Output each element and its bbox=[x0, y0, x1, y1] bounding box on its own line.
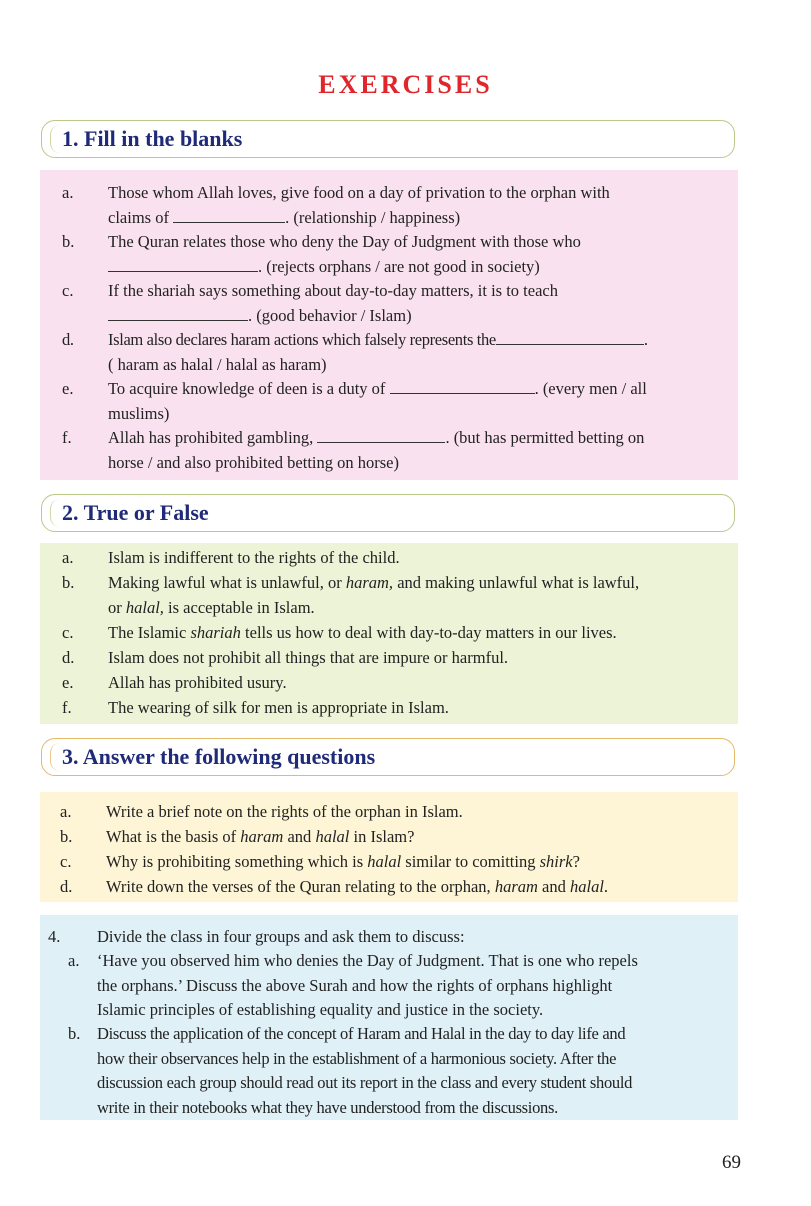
page-title: EXERCISES bbox=[318, 70, 493, 99]
section-header-true-false bbox=[41, 494, 735, 532]
section-title: 2. True or False bbox=[62, 500, 209, 525]
section-title: 1. Fill in the blanks bbox=[62, 126, 243, 151]
answer-blank[interactable] bbox=[390, 378, 535, 394]
answer-blank[interactable] bbox=[496, 329, 644, 345]
section-header-fill-in-blanks bbox=[41, 120, 735, 158]
answer-blank[interactable] bbox=[108, 305, 248, 321]
answer-blank[interactable] bbox=[317, 427, 445, 443]
answer-blank[interactable] bbox=[108, 256, 258, 272]
section-header-answer-questions bbox=[41, 738, 735, 776]
page-number: 69 bbox=[722, 1152, 741, 1173]
section-title: 3. Answer the following questions bbox=[62, 744, 376, 769]
answer-blank[interactable] bbox=[173, 207, 285, 223]
